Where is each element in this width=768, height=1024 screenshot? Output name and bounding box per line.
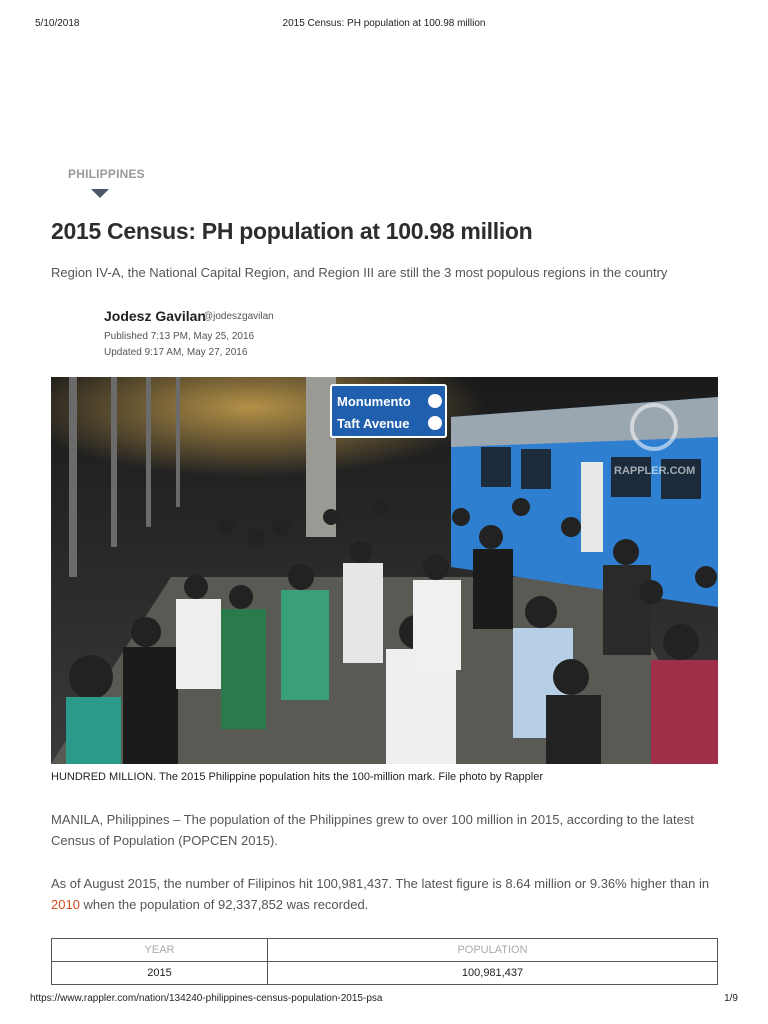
section-arrow-icon [91, 189, 109, 198]
article-dek: Region IV-A, the National Capital Region, and Region III are still the 3 most populous regions in the country [51, 265, 668, 280]
print-url: https://www.rappler.com/nation/134240-philippines-census-population-2015-psa [30, 993, 383, 1004]
updated-timestamp: Updated 9:17 AM, May 27, 2016 [104, 347, 248, 358]
year-2010-link[interactable]: 2010 [51, 897, 80, 912]
photo-caption: HUNDRED MILLION. The 2015 Philippine population hits the 100-million mark. File photo by Rappler [51, 771, 543, 783]
published-timestamp: Published 7:13 PM, May 25, 2016 [104, 331, 255, 342]
print-page-number: 1/9 [724, 993, 738, 1004]
population-table [51, 938, 718, 985]
table-header-row [52, 939, 718, 962]
paragraph-2-text-a: As of August 2015, the number of Filipinos hit 100,981,437. The latest figure is 8.64 million or 9.36% higher than in [51, 876, 710, 891]
paragraph-2 [51, 873, 731, 915]
paragraph-1: MANILA, Philippines – The population of the Philippines grew to over 100 million in 2015, according to the latest Census of Population (POPCEN 2015). [51, 812, 694, 848]
table-row [52, 962, 718, 985]
cell-year: 2015 [52, 962, 268, 985]
sign-line-1: Monumento [337, 394, 411, 409]
section-label[interactable]: PHILIPPINES [68, 167, 145, 181]
print-title: 2015 Census: PH population at 100.98 million [282, 18, 486, 29]
article-photo [51, 377, 718, 764]
photo-watermark: RAPPLER.COM [614, 465, 696, 477]
cell-population: 100,981,437 [268, 962, 718, 985]
sign-line-2: Taft Avenue [337, 416, 410, 431]
photo-illustration [51, 377, 718, 764]
article-headline: 2015 Census: PH population at 100.98 million [51, 218, 533, 244]
author-name[interactable]: Jodesz Gavilan [104, 308, 206, 324]
print-date: 5/10/2018 [35, 18, 80, 29]
paragraph-2-text-b: when the population of 92,337,852 was recorded. [79, 897, 369, 912]
column-header-population: POPULATION [268, 939, 718, 962]
column-header-year: YEAR [52, 939, 268, 962]
author-handle[interactable]: @jodeszgavilan [203, 311, 274, 322]
